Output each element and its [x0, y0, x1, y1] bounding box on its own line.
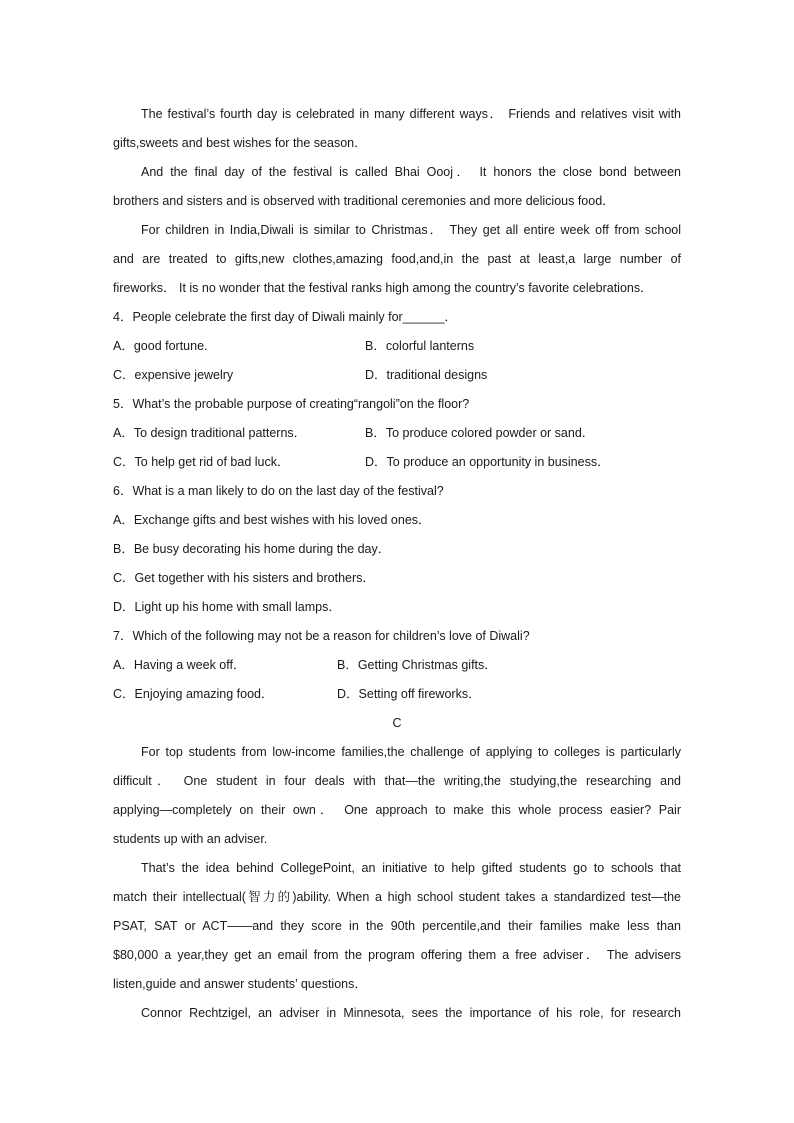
question-7-option-b: B．Getting Christmas gifts． [337, 658, 497, 672]
question-5-option-b: B．To produce colored powder or sand． [365, 426, 595, 440]
question-6-option-d: D．Light up his home with small lamps． [113, 600, 341, 614]
question-5-option-d: D．To produce an opportunity in business． [365, 455, 610, 469]
paragraph-line: $80,000 a year,they get an email from the program offering them a free adviser． The advisers [113, 948, 681, 962]
paragraph-line: gifts,sweets and best wishes for the season． [113, 136, 367, 150]
paragraph-line: And the final day of the festival is called Bhai Oooj． It honors the close bond between [141, 165, 681, 179]
question-4-option-c: C．expensive jewelry [113, 368, 234, 382]
paragraph-line: brothers and sisters and is observed with traditional ceremonies and more delicious food． [113, 194, 615, 208]
question-5-option-a: A．To design traditional patterns． [113, 426, 307, 440]
paragraph-line: Connor Rechtzigel, an adviser in Minnesota, sees the importance of his role, for research [141, 1006, 681, 1020]
question-6-option-a: A．Exchange gifts and best wishes with his loved ones． [113, 513, 431, 527]
page-content [113, 100, 681, 1028]
question-7-options-row-2 [113, 680, 681, 709]
paragraph-line: students up with an adviser. [113, 832, 268, 846]
question-4-options-row-2 [113, 361, 681, 390]
question-5-stem: 5．What’s the probable purpose of creating“rangoli”on the floor? [113, 397, 470, 411]
paragraph-line: That’s the idea behind CollegePoint, an initiative to help gifted students go to schools that [141, 861, 681, 875]
paragraph-line: fireworks． It is no wonder that the festival ranks high among the country’s favorite celebrations． [113, 281, 653, 295]
question-7-option-a: A．Having a week off． [113, 658, 246, 672]
question-4-options-row-1 [113, 332, 681, 361]
paragraph-line: match their intellectual(智力的)ability. When a high school student takes a standardized test—the [113, 890, 681, 904]
question-4-option-b: B．colorful lanterns [365, 339, 475, 353]
question-7-stem: 7．Which of the following may not be a reason for children’s love of Diwali? [113, 629, 530, 643]
paragraph-line: applying—completely on their own． One approach to make this whole process easier? Pair [113, 803, 681, 817]
paragraph-line: The festival’s fourth day is celebrated in many different ways． Friends and relatives visit with [141, 107, 681, 121]
question-6-option-b: B．Be busy decorating his home during the day． [113, 542, 391, 556]
question-4-option-a: A．good fortune. [113, 339, 208, 353]
paragraph-line: For top students from low-income families,the challenge of applying to colleges is particularly [141, 745, 681, 759]
paragraph-line: difficult． One student in four deals with that—the writing,the studying,the researching and [113, 774, 681, 788]
paragraph-line: and are treated to gifts,new clothes,amazing food,and,in the past at least,a large number of [113, 252, 681, 266]
question-7-option-d: D．Setting off fireworks． [337, 687, 481, 701]
question-4-stem: 4．People celebrate the first day of Diwali mainly for______． [113, 310, 457, 324]
paragraph-line: For children in India,Diwali is similar to Christmas． They get all entire week off from school [141, 223, 681, 237]
question-5-option-c: C．To help get rid of bad luck． [113, 455, 290, 469]
section-c-heading: C [392, 716, 402, 730]
question-6-option-c: C．Get together with his sisters and brothers． [113, 571, 375, 585]
paragraph-line: listen,guide and answer students’ questions． [113, 977, 367, 991]
paragraph-line: PSAT, SAT or ACT——and they score in the 90th percentile,and their families make less than [113, 919, 681, 933]
question-5-options-row-2 [113, 448, 681, 477]
question-5-options-row-1 [113, 419, 681, 448]
question-6-stem: 6．What is a man likely to do on the last day of the festival? [113, 484, 444, 498]
question-7-options-row-1 [113, 651, 681, 680]
question-7-option-c: C．Enjoying amazing food． [113, 687, 274, 701]
question-4-option-d: D．traditional designs [365, 368, 488, 382]
